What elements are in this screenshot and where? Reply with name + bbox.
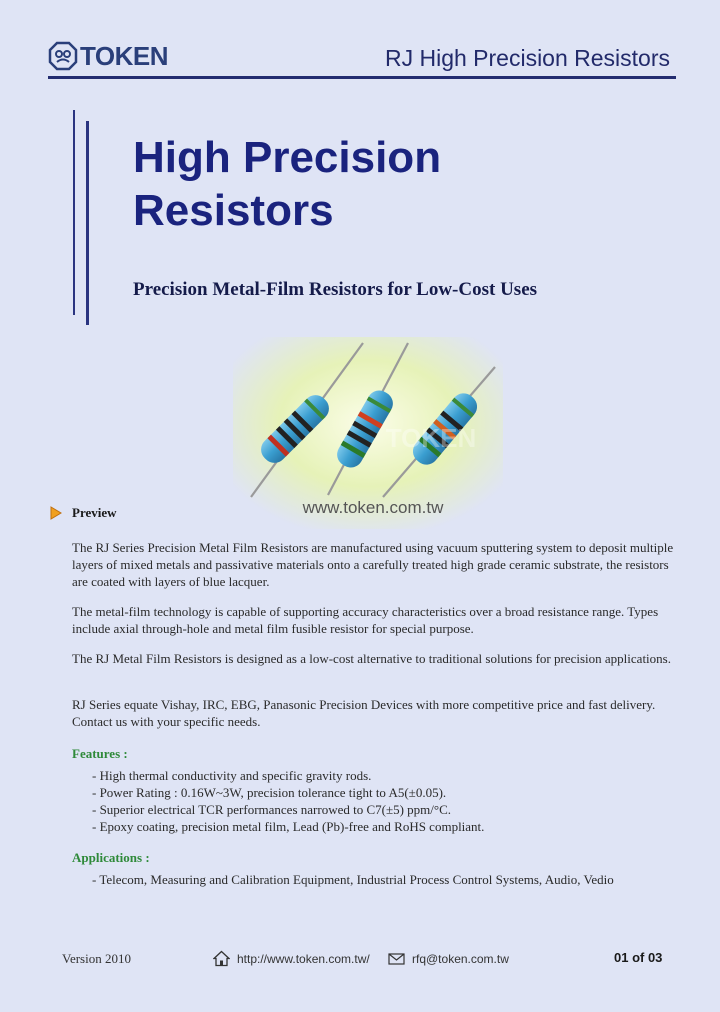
page-title-line: Resistors [133, 186, 334, 235]
preview-paragraph: The metal-film technology is capable of supporting accuracy characteristics over a broad resistance range. Types include axial through-hole and metal film fusible resistor for special purpose. [72, 604, 659, 636]
list-item: - Epoxy coating, precision metal film, Lead (Pb)-free and RoHS compliant. [92, 819, 485, 834]
preview-paragraph: RJ Series equate Vishay, IRC, EBG, Panasonic Precision Devices with more competitive price and fast delivery. Contact us with your specific needs. [72, 697, 656, 729]
version-label: Version 2010 [62, 951, 131, 966]
resistor-product-image [233, 337, 503, 529]
image-watermark-brand: TOKEN [385, 423, 477, 453]
title-accent-bar [73, 110, 75, 315]
email-link[interactable]: rfq@token.com.tw [412, 952, 509, 966]
list-item: - Superior electrical TCR performances narrowed to C7(±5) ppm/°C. [92, 802, 452, 817]
play-arrow-icon [50, 506, 62, 520]
image-watermark-url: www.token.com.tw [302, 498, 444, 517]
header-divider [48, 76, 676, 79]
header-product-title: RJ High Precision Resistors [384, 45, 670, 71]
page-title [133, 131, 441, 237]
preview-heading [50, 505, 117, 521]
applications-heading: Applications : [72, 850, 150, 865]
features-list [92, 767, 484, 835]
preview-label: Preview [72, 505, 117, 520]
brand-logo [48, 41, 168, 71]
applications-list [92, 871, 614, 888]
brand-name: TOKEN [80, 41, 169, 71]
list-item: - Telecom, Measuring and Calibration Equipment, Industrial Process Control Systems, Audio, Vedio [92, 872, 614, 887]
list-item: - High thermal conductivity and specific gravity rods. [92, 768, 372, 783]
page-subtitle: Precision Metal-Film Resistors for Low-Cost Uses [133, 279, 538, 300]
home-icon [213, 950, 230, 967]
token-logo-icon [48, 41, 78, 71]
preview-paragraph: The RJ Series Precision Metal Film Resistors are manufactured using vacuum sputtering system to deposit multiple layers of mixed metals and passivative materials onto a carefully treated high grade ceramic substrate, the resistors are coated with layers of blue lacquer. [72, 540, 674, 589]
list-item: - Power Rating : 0.16W~3W, precision tolerance tight to A5(±0.05). [92, 785, 447, 800]
title-accent-bar [86, 121, 89, 325]
website-link[interactable]: http://www.token.com.tw/ [237, 952, 370, 966]
page-title-line: High Precision [133, 133, 442, 182]
mail-icon [388, 953, 405, 965]
features-heading: Features : [72, 746, 128, 761]
page-number: 01 of 03 [614, 950, 663, 965]
preview-paragraph: The RJ Metal Film Resistors is designed as a low-cost alternative to traditional solutions for precision applications. [72, 651, 671, 666]
